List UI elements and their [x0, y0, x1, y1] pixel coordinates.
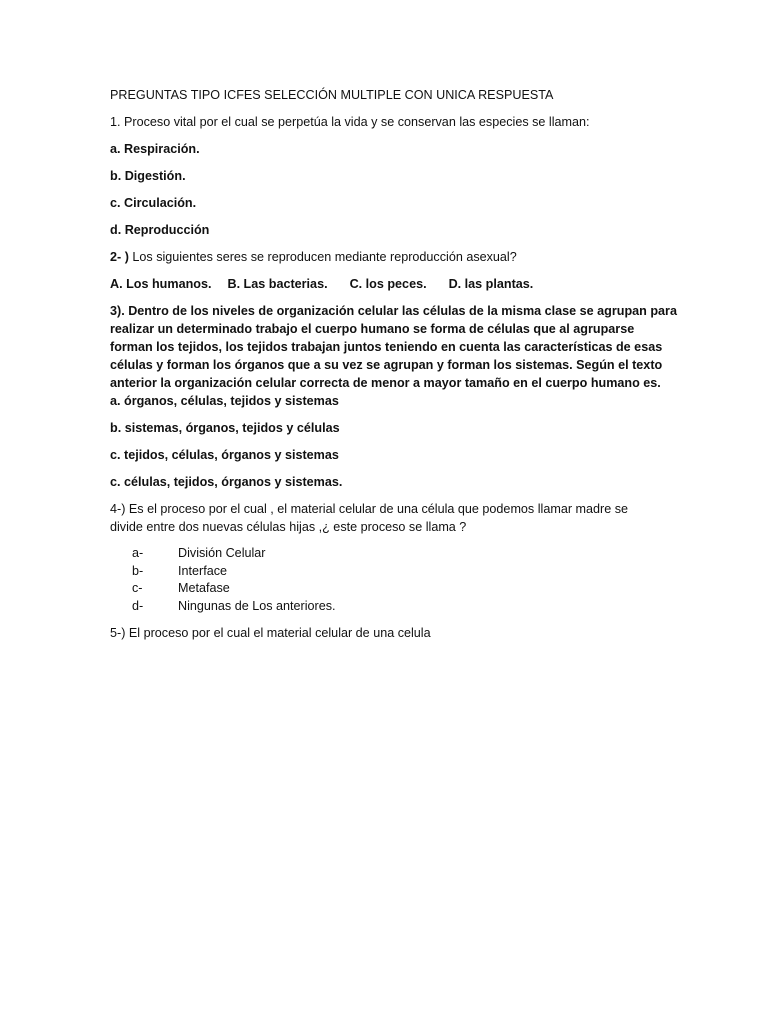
q2-option-b: B. Las bacterias.	[227, 277, 328, 291]
question-2	[110, 248, 670, 266]
q4-option-c-text: Metafase	[178, 581, 230, 595]
q4-options	[110, 545, 670, 615]
q1-option-c: c. Circulación.	[110, 196, 197, 210]
q1-option-b: b. Digestión.	[110, 169, 186, 183]
document-page	[110, 86, 677, 651]
question-1: 1. Proceso vital por el cual se perpetúa la vida y se conservan las especies se llaman:	[110, 115, 590, 129]
q2-option-d: D. las plantas.	[448, 277, 534, 291]
q3-option-c: c. tejidos, células, órganos y sistemas	[110, 448, 339, 462]
q3-line-5: anterior la organización celular correcta de menor a mayor tamaño en el cuerpo humano es.	[110, 376, 661, 390]
q4-option-c-label: c-	[132, 581, 143, 595]
q4-option-b	[110, 563, 670, 581]
q4-option-d-text: Ningunas de Los anteriores.	[178, 598, 336, 613]
document-title: PREGUNTAS TIPO ICFES SELECCIÓN MULTIPLE CON UNICA RESPUESTA	[110, 88, 554, 102]
q4-text: -) Es el proceso por el cual , el material celular de una célula que podemos llamar madre se	[117, 502, 629, 516]
q1-option-d: d. Reproducción	[110, 223, 210, 237]
q4-prefix: 4	[110, 502, 118, 516]
q3-option-b: b. sistemas, órganos, tejidos y células	[110, 421, 340, 435]
q4-option-d-label: d-	[132, 598, 144, 613]
q4-option-c	[110, 580, 670, 598]
question-3	[110, 302, 677, 410]
q2-text: Los siguientes seres se reproducen mediante reproducción asexual?	[128, 250, 517, 264]
q4-option-b-label: b-	[132, 563, 144, 578]
q3-option-a: a. órganos, células, tejidos y sistemas	[110, 394, 339, 408]
q4-option-b-text: Interface	[178, 563, 228, 578]
q4-line-1	[110, 500, 670, 518]
q4-option-a-label: a-	[132, 546, 144, 560]
q2-option-a: A. Los humanos.	[110, 277, 212, 291]
q2-options	[110, 275, 670, 293]
q3-line-3: forman los tejidos, los tejidos trabajan juntos teniendo en cuenta las características de esas	[110, 340, 663, 354]
q1-option-a: a. Respiración.	[110, 142, 200, 156]
q4-option-d	[110, 598, 670, 616]
q3-line-4: células y forman los órganos que a su vez se agrupan y forman los sistemas. Según el texto	[110, 358, 663, 372]
question-5: 5-) El proceso por el cual el material celular de una celula	[110, 626, 431, 640]
q4-option-a-text: División Celular	[178, 546, 266, 560]
q3-line-2: realizar un determinado trabajo el cuerpo humano se forma de células que al agruparse	[110, 322, 635, 336]
q2-prefix: 2- )	[110, 250, 129, 264]
q3-line-1: 3). Dentro de los niveles de organización celular las células de la misma clase se agrupan para	[110, 304, 677, 318]
q4-option-a	[110, 545, 670, 563]
q4-line-2: divide entre dos nuevas células hijas ,¿ este proceso se llama ?	[110, 520, 467, 534]
q2-option-c: C. los peces.	[349, 277, 427, 291]
question-4	[110, 500, 670, 536]
q3-option-d: c. células, tejidos, órganos y sistemas.	[110, 475, 343, 489]
